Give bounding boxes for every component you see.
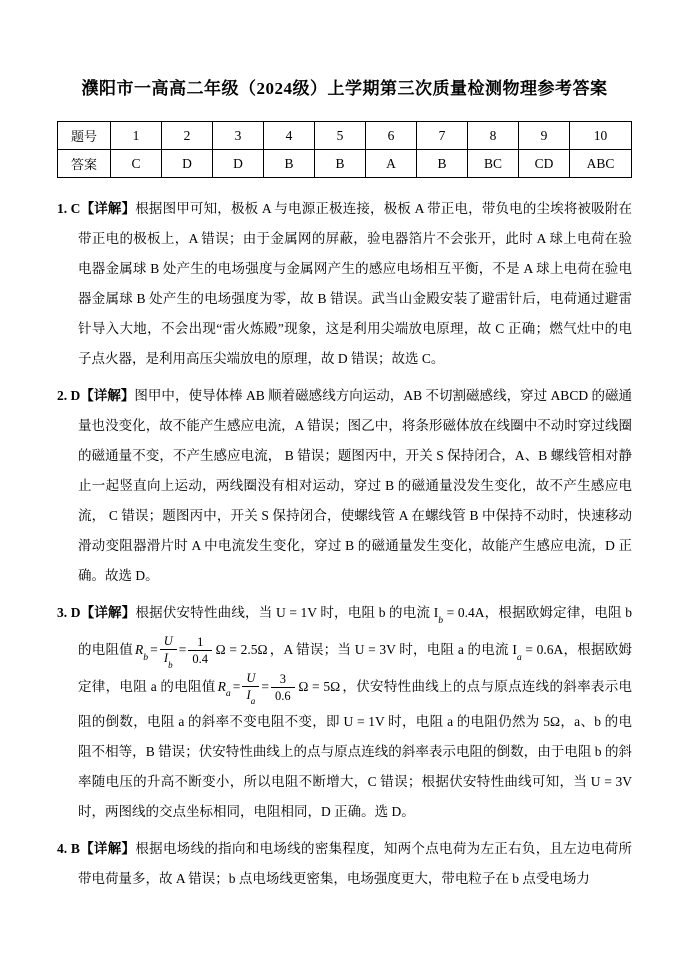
- item-answer: C: [70, 201, 81, 216]
- item-prefix: [57, 841, 135, 856]
- question-number-cell: 3: [213, 122, 264, 150]
- detail-tag: 【详解】: [80, 388, 135, 403]
- item-number: 1.: [57, 201, 68, 216]
- current-subscript-b: b: [438, 614, 444, 626]
- question-number-row: [58, 122, 632, 150]
- answer-table: [57, 121, 632, 178]
- page-title: 濮阳市一高高二年级（2024级）上学期第三次质量检测物理参考答案: [81, 79, 608, 98]
- answer-row-label: 答案: [58, 150, 111, 178]
- equals-sign: =: [232, 678, 241, 694]
- explanation-item-1: [57, 194, 632, 374]
- answer-cell: C: [111, 150, 162, 178]
- item-number: 2.: [57, 388, 68, 403]
- question-number-cell: 7: [417, 122, 468, 150]
- answer-cell: D: [162, 150, 213, 178]
- question-number-cell: 2: [162, 122, 213, 150]
- item-text-segment: = 0.4A，根据欧姆定律，电阻 b 的电阻值: [78, 605, 632, 657]
- question-number-cell: 4: [264, 122, 315, 150]
- explanation-item-2: [57, 381, 632, 591]
- equals-sign: =: [150, 641, 158, 657]
- detail-tag: 【详解】: [80, 605, 136, 620]
- answer-cell: B: [417, 150, 468, 178]
- answer-cell: CD: [519, 150, 570, 178]
- math-var-subscript: b: [143, 651, 149, 663]
- answer-cell: B: [264, 150, 315, 178]
- answer-row: [58, 150, 632, 178]
- item-answer: D: [70, 388, 81, 403]
- item-prefix: [57, 388, 134, 403]
- fraction-denominator: 0.4: [192, 652, 209, 667]
- question-number-cell: 10: [570, 122, 632, 150]
- math-fraction: [271, 672, 295, 704]
- fraction-numerator: U: [160, 634, 177, 650]
- question-number-cell: 1: [111, 122, 162, 150]
- resistance-formula-a: [216, 670, 343, 707]
- item-text-segment: = 0.6A，根据欧姆定律，电阻 a 的电阻值: [78, 641, 633, 694]
- equals-sign: =: [261, 678, 269, 694]
- item-text: 图甲中，使导体棒 AB 顺着磁感线方向运动，AB 不切割磁感线，穿过 ABCD 的磁通量也没变化，故不能产生感应电流，A 错误；图乙中，将条形磁体放在线圈中不动时穿过线圈的磁通量不变，不产生感应电流， B 错误；题图丙中，开关 S 保持闭合，A、B 螺线管相对静止一起竖直向上运动，两线圈没有相对运动，穿过 B 的磁通量没发生变化，故不产生感应电流， C 错误；题图丙中，开关 S 保持闭合，使螺线管 A 在螺线管 B 中保持不动时，快速移动滑动变阻器滑片时 A 中电流发生变化，穿过 B 的磁通量发生变化，故能产生感应电流，D 正确。故选 D。: [78, 388, 633, 583]
- formula-result: Ω = 5Ω: [298, 678, 341, 694]
- fraction-denominator: $I_a$: [246, 687, 256, 707]
- item-text: 根据电场线的指向和电场线的密集程度，知两个点电荷为左正右负，且左边电荷所带电荷量多，故 A 错误；b 点电场线更密集，电场强度更大，带电粒子在 b 点受电场力: [78, 841, 633, 887]
- item-prefix: [57, 605, 135, 620]
- question-number-cell: 5: [315, 122, 366, 150]
- detail-tag: 【详解】: [79, 841, 136, 857]
- fraction-numerator: 1: [188, 635, 212, 651]
- answer-cell: ABC: [570, 150, 632, 178]
- resistance-formula-b: [133, 633, 269, 670]
- detail-tag: 【详解】: [80, 201, 136, 216]
- item-text-segment: ，伏安特性曲线上的点与原点连线的斜率表示电阻的倒数，电阻 a 的斜率不变电阻不变，即 U = 1V 时，电阻 a 的电阻仍然为 5Ω，a、b 的电阻不相等，B 错误；伏安特性曲线上的点与原点连线的斜率表示电阻的倒数，由于电阻 b 的斜率随电压的升高不断变小，所以电阻不断增大，C 错误；根据伏安特性曲线可知，当 U = 3V 时，两图线的交点坐标相同，电阻相同，D 正确。选 D。: [78, 678, 633, 820]
- question-number-cell: 6: [366, 122, 417, 150]
- answer-cell: B: [315, 150, 366, 178]
- fraction-denominator: $I_b$: [163, 651, 173, 670]
- fraction-numerator: 3: [271, 672, 295, 688]
- fraction-denominator: 0.6: [275, 689, 291, 704]
- item-prefix: [57, 201, 135, 216]
- item-text-segment: 根据伏安特性曲线，当 U = 1V 时，电阻 b 的电流 I: [135, 605, 439, 620]
- formula-result: Ω = 2.5Ω: [215, 641, 268, 657]
- math-var: R: [135, 641, 144, 657]
- answer-cell: BC: [468, 150, 519, 178]
- explanation-item-4: [57, 834, 632, 894]
- item-text-segment: ，A 错误；当 U = 3V 时，电阻 a 的电流 I: [269, 641, 517, 657]
- answer-cell: D: [213, 150, 264, 178]
- math-var-subscript: a: [225, 688, 231, 700]
- math-var: R: [217, 678, 226, 694]
- item-answer: D: [70, 605, 81, 620]
- item-text: 根据图甲可知，极板 A 与电源正极连接，极板 A 带正电，带负电的尘埃将被吸附在带正电的极板上，A 错误；由于金属网的屏蔽，验电器箔片不会张开，此时 A 球上电荷在验电器金属球 B 处产生的电场强度与金属网产生的感应电场相互平衡，不是 A 球上电荷在验电器金属球 B 处产生的电场强度为零，故 B 错误。武当山金殿安装了避雷针后，电荷通过避雷针导入大地，不会出现“雷火炼殿”现象，这是利用尖端放电原理，故 C 正确；燃气灶中的电子点火器，是利用高压尖端放电的原理，故 D 错误；故选 C。: [78, 201, 632, 366]
- question-number-row-label: 题号: [58, 122, 111, 150]
- math-fraction: [242, 671, 259, 705]
- item-answer: B: [70, 841, 80, 857]
- item-number: 3.: [57, 605, 68, 620]
- math-fraction: [160, 634, 177, 668]
- equals-sign: =: [178, 641, 187, 657]
- math-fraction: [188, 635, 212, 667]
- item-number: 4.: [57, 841, 68, 857]
- explanation-item-3: [57, 598, 632, 827]
- fraction-numerator: U: [242, 671, 259, 687]
- question-number-cell: 8: [468, 122, 519, 150]
- answer-cell: A: [366, 150, 417, 178]
- current-subscript-a: a: [516, 651, 522, 663]
- question-number-cell: 9: [519, 122, 570, 150]
